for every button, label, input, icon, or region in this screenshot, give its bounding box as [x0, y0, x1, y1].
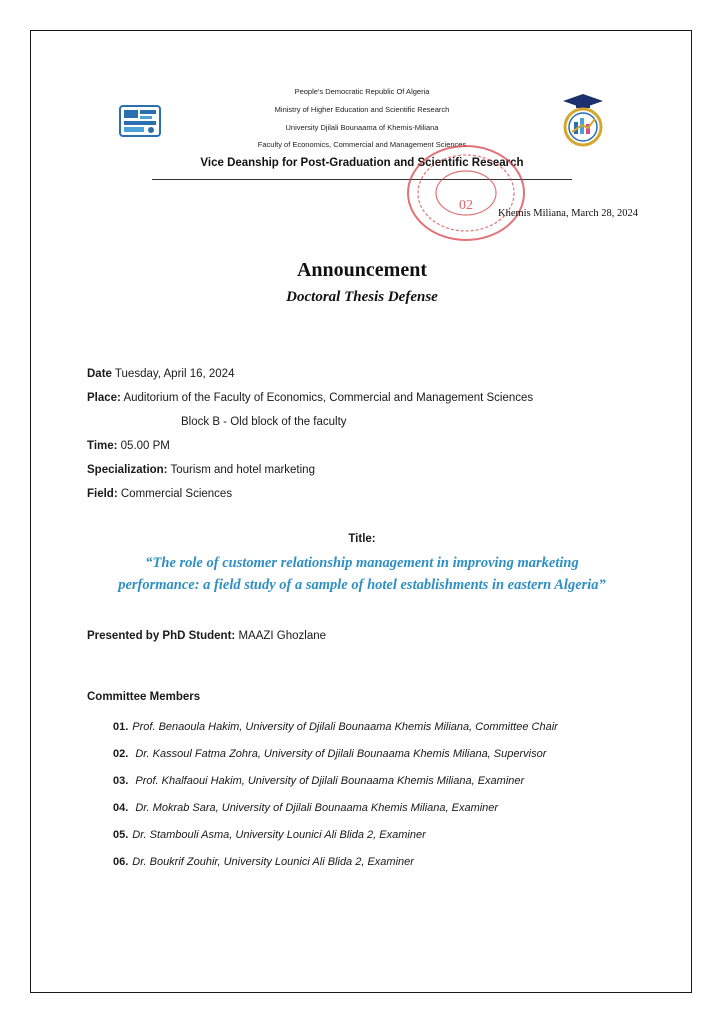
official-stamp: [405, 143, 527, 243]
member-number: 05.: [113, 829, 129, 841]
vice-deanship-heading: Vice Deanship for Post-Graduation and Scientific Research: [200, 157, 524, 169]
date-row: [87, 368, 234, 380]
place-label: Place:: [87, 392, 121, 404]
student-label: Presented by PhD Student:: [87, 630, 236, 642]
specialization-row: [87, 464, 315, 476]
place-row: [87, 392, 533, 404]
stamp-number: 02: [459, 198, 473, 213]
student-row: [87, 630, 326, 642]
member-text: Dr. Stambouli Asma, University Lounici Ali Blida 2, Examiner: [132, 829, 426, 841]
time-row: [87, 440, 170, 452]
place-value: Auditorium of the Faculty of Economics, Commercial and Management Sciences: [120, 392, 534, 404]
field-value: Commercial Sciences: [117, 488, 233, 500]
member-text: Dr. Boukrif Zouhir, University Lounici Ali Blida 2, Examiner: [132, 856, 414, 868]
place-value-2: Block B - Old block of the faculty: [181, 416, 347, 428]
time-value: 05.00 PM: [117, 440, 170, 452]
member-text: Prof. Khalfaoui Hakim, University of Djilali Bounaama Khemis Miliana, Examiner: [132, 775, 525, 787]
member-text: Prof. Benaoula Hakim, University of Djilali Bounaama Khemis Miliana, Committee Chair: [132, 721, 558, 733]
member-number: 01.: [113, 721, 129, 733]
committee-heading: Committee Members: [87, 691, 201, 703]
thesis-title: [0, 552, 724, 596]
committee-member: [113, 748, 546, 760]
page-border: [30, 30, 692, 993]
member-text: Dr. Mokrab Sara, University of Djilali Bounaama Khemis Miliana, Examiner: [132, 802, 499, 814]
committee-member: [113, 856, 414, 868]
committee-member: [113, 721, 558, 733]
announcement-subtitle: Doctoral Thesis Defense: [286, 289, 438, 305]
header-ministry: Ministry of Higher Education and Scientific Research: [274, 105, 450, 114]
thesis-title-line-2: performance: a field study of a sample of hotel establishments in eastern Algeria”: [118, 577, 606, 593]
time-label: Time:: [87, 440, 118, 452]
place-row-2: [181, 416, 347, 428]
place-date: Khemis Miliana, March 28, 2024: [498, 208, 638, 219]
member-number: 03.: [113, 775, 129, 787]
committee-member: [113, 829, 426, 841]
committee-member: [113, 775, 524, 787]
member-number: 02.: [113, 748, 129, 760]
specialization-label: Specialization:: [87, 464, 168, 476]
student-name: MAAZI Ghozlane: [235, 630, 327, 642]
member-number: 04.: [113, 802, 129, 814]
field-row: [87, 488, 232, 500]
specialization-value: Tourism and hotel marketing: [167, 464, 315, 476]
field-label: Field:: [87, 488, 118, 500]
date-label: Date: [87, 368, 112, 380]
thesis-title-line-1: “The role of customer relationship management in improving marketing: [145, 555, 579, 571]
member-text: Dr. Kassoul Fatma Zohra, University of Djilali Bounaama Khemis Miliana, Supervisor: [132, 748, 547, 760]
member-number: 06.: [113, 856, 129, 868]
date-value: Tuesday, April 16, 2024: [111, 368, 235, 380]
header-republic: People's Democratic Republic Of Algeria: [294, 87, 430, 96]
header-faculty: Faculty of Economics, Commercial and Management Sciences: [257, 140, 467, 149]
thesis-title-label: Title:: [348, 533, 376, 545]
announcement-title: Announcement: [296, 259, 427, 281]
header-university: University Djilali Bounaama of Khemis-Miliana: [285, 123, 439, 132]
committee-member: [113, 802, 498, 814]
